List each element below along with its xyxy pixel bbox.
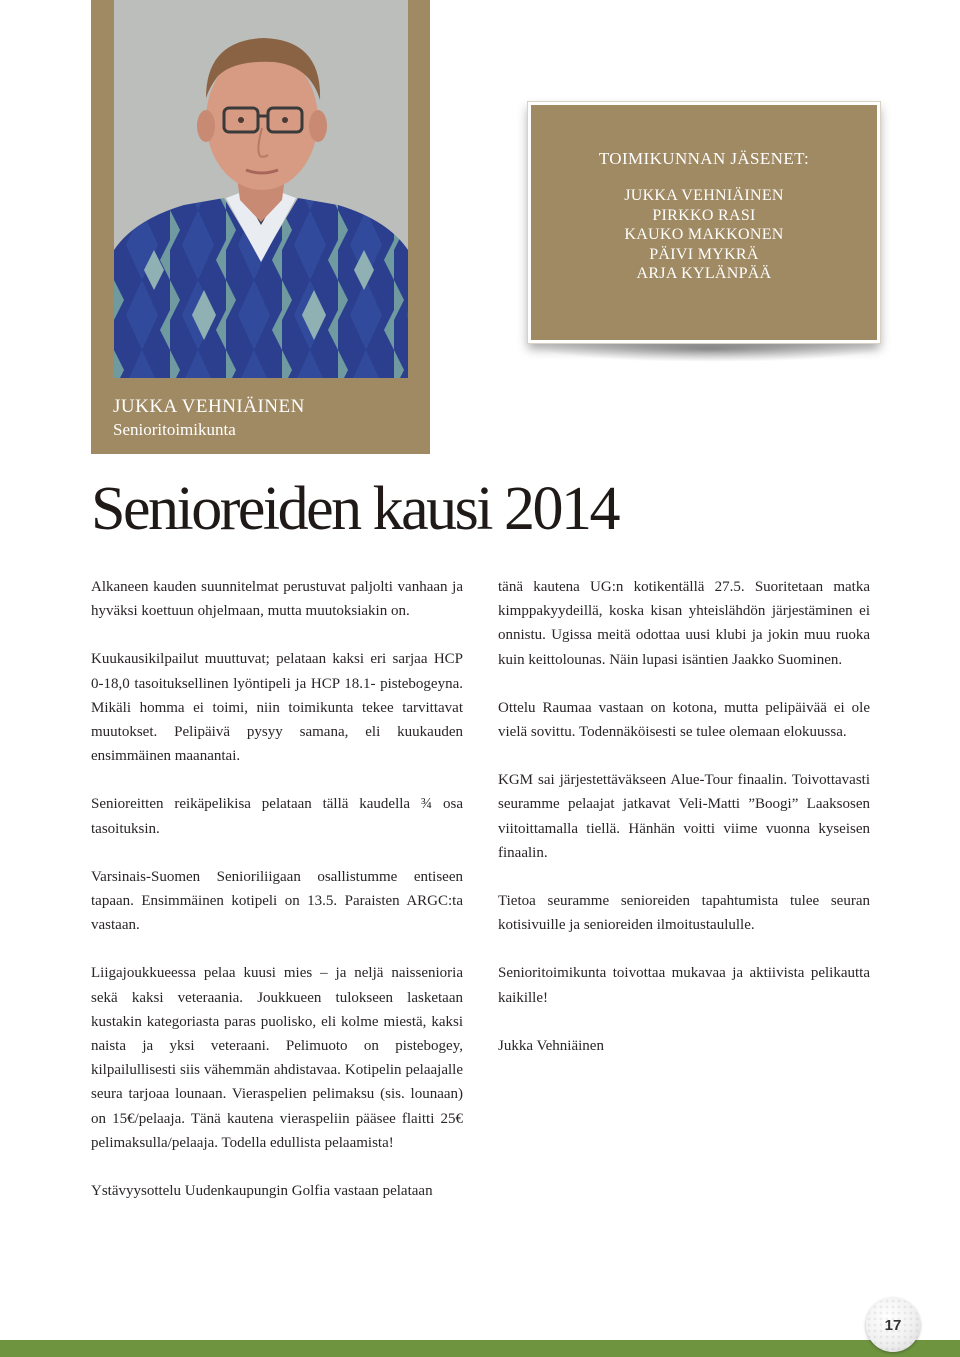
author-photo	[114, 0, 408, 378]
committee-member-list	[531, 186, 877, 284]
article-paragraph: Senioritoimikunta toivottaa mukavaa ja aktiivista pelikautta kaikille!	[498, 965, 870, 1006]
article-paragraph: Alkaneen kauden suunnitelmat perustuvat paljolti vanhaan ja hyväksi koettuun ohjelmaan, mutta muutoksiakin on.	[91, 579, 463, 620]
committee-member: KAUKO MAKKONEN	[624, 226, 784, 243]
article-paragraph: KGM sai järjestettäväkseen Alue-Tour finaalin. Toivottavasti seuramme pelaajat jatkavat Veli-Matti ”Boogi” Laaksosen viitoittamalla tiellä. Hänhän voitti viime vuonna kyseisen finaalin.	[498, 772, 870, 861]
footer-green-strip	[0, 1340, 960, 1357]
article-paragraph: Varsinais-Suomen Senioriliigaan osallistumme entiseen tapaan. Ensimmäinen kotipeli on 13.5. Paraisten ARGC:ta vastaan.	[91, 868, 463, 934]
article-paragraph: Senioreitten reikäpelikisa pelataan tällä kaudella ¾ osa tasoituksin.	[91, 796, 463, 837]
article-paragraph: Tietoa seuramme senioreiden tapahtumista tulee seuran kotisivuille ja senioreiden ilmoitustaululle.	[498, 893, 870, 934]
author-role: Senioritoimikunta	[113, 420, 236, 439]
committee-title: TOIMIKUNNAN JÄSENET:	[598, 149, 810, 168]
author-name: JUKKA VEHNIÄINEN	[113, 396, 305, 417]
page-number: 17	[884, 1316, 902, 1334]
golf-ball-icon	[866, 1298, 920, 1352]
article-paragraph: tänä kautena UG:n kotikentällä 27.5. Suoritetaan matka kimppakyydeillä, koska kisan yhteislähdön järjestäminen ei onnistu. Ugissa meitä odottaa uusi klubi ja jokin muu ruoka kuin keittolounas. Näin lupasi isäntien Jaakko Suominen.	[498, 579, 870, 668]
article-paragraph: Kuukausikilpailut muuttuvat; pelataan kaksi eri sarjaa HCP 0-18,0 tasoituksellinen lyöntipeli ja HCP 18.1- pistebogeyna. Mikäli homma ei toimi, niin toimikunta tekee tarvittavat muutokset. Pelipäivä pysyy samana, eli kuukauden ensimmäinen maanantai.	[91, 651, 463, 765]
committee-member: ARJA KYLÄNPÄÄ	[636, 265, 772, 282]
author-card	[91, 0, 430, 454]
article-signature: Jukka Vehniäinen	[498, 1037, 604, 1054]
article-paragraph: Ystävyysottelu Uudenkaupungin Golfia vastaan pelataan	[91, 1183, 433, 1200]
committee-box	[528, 102, 880, 343]
committee-member: PIRKKO RASI	[652, 206, 756, 224]
article-column-left	[91, 575, 463, 1227]
footer-band	[0, 1291, 960, 1336]
article-paragraph: Ottelu Raumaa vastaan on kotona, mutta pelipäivää ei ole vielä sovittu. Todennäköisesti se tulee olemaan elokuussa.	[498, 699, 870, 741]
committee-member: JUKKA VEHNIÄINEN	[624, 187, 784, 204]
article-paragraph: Liigajoukkueessa pelaa kuusi mies – ja neljä naissenioria sekä kaksi veteraania. Joukkueen tulokseen lasketaan kustakin kategoriasta paras puolisko, eli kolme miestä, kaksi naista ja yksi veteraani. Pelimuoto on pistebogey, kilpailullisesti siis vähemmän ahdistavaa. Kotipelin pelaajalle seura tarjoaa lounaan. Vieraspelien pelimaksu (sis. lounaan) on 15€/pelaaja. Tänä kautena vieraspeliin pääsee flaitti 25€ pelimaksulla/pelaaja. Todella edullista pelaamista!	[91, 965, 463, 1151]
article-title: Senioreiden kausi 2014	[91, 475, 619, 543]
article-column-right	[498, 575, 870, 1082]
committee-member: PÄIVI MYKRÄ	[649, 245, 759, 263]
